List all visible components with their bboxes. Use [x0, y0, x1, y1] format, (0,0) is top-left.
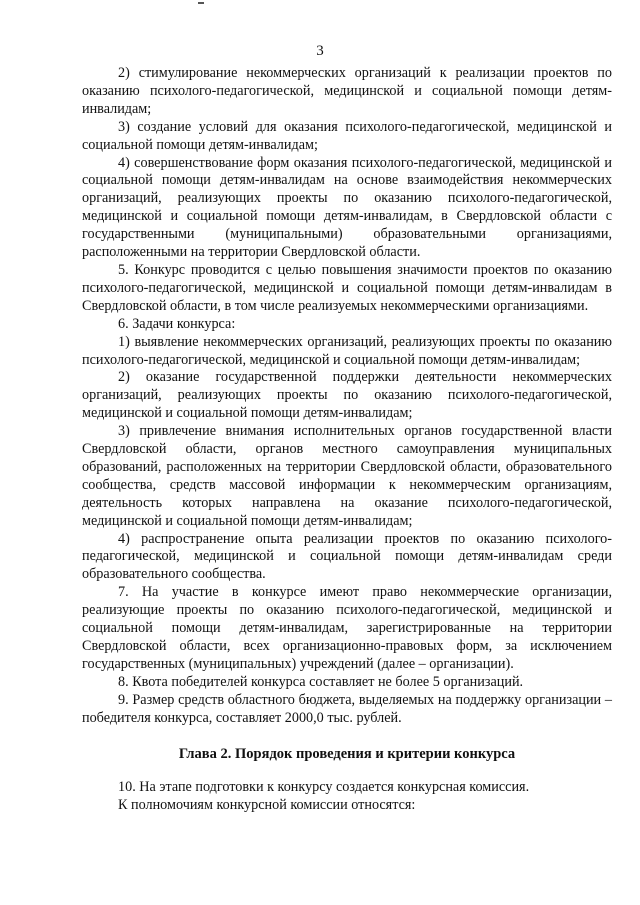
- page-number: 3: [316, 43, 324, 59]
- paragraph: 3) привлечение внимания исполнительных органов государственной власти Свердловской области, органов местного самоуправления муниципальных образований, расположенных на территории Свердловской области, образовательного сообщества, средств массовой информации к некоммерческим организациям, деятельность которых направлена на оказание психолого-педагогической, медицинской и социальной помощи детям-инвалидам;: [82, 423, 612, 529]
- paragraph: 3) создание условий для оказания психолого-педагогической, медицинской и социальной помощи детям-инвалидам;: [82, 118, 612, 153]
- paragraph: К полномочиям конкурсной комиссии относятся:: [118, 797, 416, 814]
- paragraph: 2) оказание государственной поддержки деятельности некоммерческих организаций, реализующих проекты по оказанию психолого-педагогической, медицинской и социальной помощи детям-инвалидам;: [82, 369, 612, 422]
- paragraph: 6. Задачи конкурса:: [118, 315, 236, 332]
- paragraph: 5. Конкурс проводится с целью повышения значимости проектов по оказанию психолого-педагогической, медицинской и социальной помощи детям-инвалидам в Свердловской области, в том числе реализуемых некоммерческими организациями.: [82, 261, 612, 314]
- document-body: [82, 65, 612, 815]
- paragraph: 9. Размер средств областного бюджета, выделяемых на поддержку организации – победителя конкурса, составляет 2000,0 тыс. рублей.: [82, 691, 612, 726]
- paragraph: 7. На участие в конкурсе имеют право некоммерческие организации, реализующие проекты по оказанию психолого-педагогической, медицинской и социальной помощи детям-инвалидам, зарегистрированные на территории Свердловской области, всех организационно-правовых форм, за исключением государственных (муниципальных) учреждений (далее – организации).: [82, 584, 612, 672]
- paragraph: 2) стимулирование некоммерческих организаций к реализации проектов по оказанию психолого-педагогической, медицинской и социальной помощи детям-инвалидам;: [82, 65, 612, 117]
- paragraph: 4) совершенствование форм оказания психолого-педагогической, медицинской и социальной помощи детям-инвалидам на основе взаимодействия некоммерческих организаций, реализующих проекты по оказанию психолого-педагогической, медицинской и социальной помощи детям-инвалидам, в Свердловской области с государственными (муниципальными) образовательными организациями, расположенными на территории Свердловской области.: [82, 154, 612, 261]
- paragraph: 10. На этапе подготовки к конкурсу создается конкурсная комиссия.: [118, 779, 530, 796]
- scan-mark: [198, 2, 204, 4]
- paragraph: 8. Квота победителей конкурса составляет не более 5 организаций.: [118, 673, 524, 690]
- paragraph: 4) распространение опыта реализации проектов по оказанию психолого-педагогической, медицинской и социальной помощи детям-инвалидам среди образовательного сообщества.: [82, 530, 612, 583]
- paragraph: 1) выявление некоммерческих организаций, реализующих проекты по оказанию психолого-педагогической, медицинской и социальной помощи детям-инвалидам;: [82, 333, 612, 368]
- chapter-heading: Глава 2. Порядок проведения и критерии конкурса: [178, 745, 516, 762]
